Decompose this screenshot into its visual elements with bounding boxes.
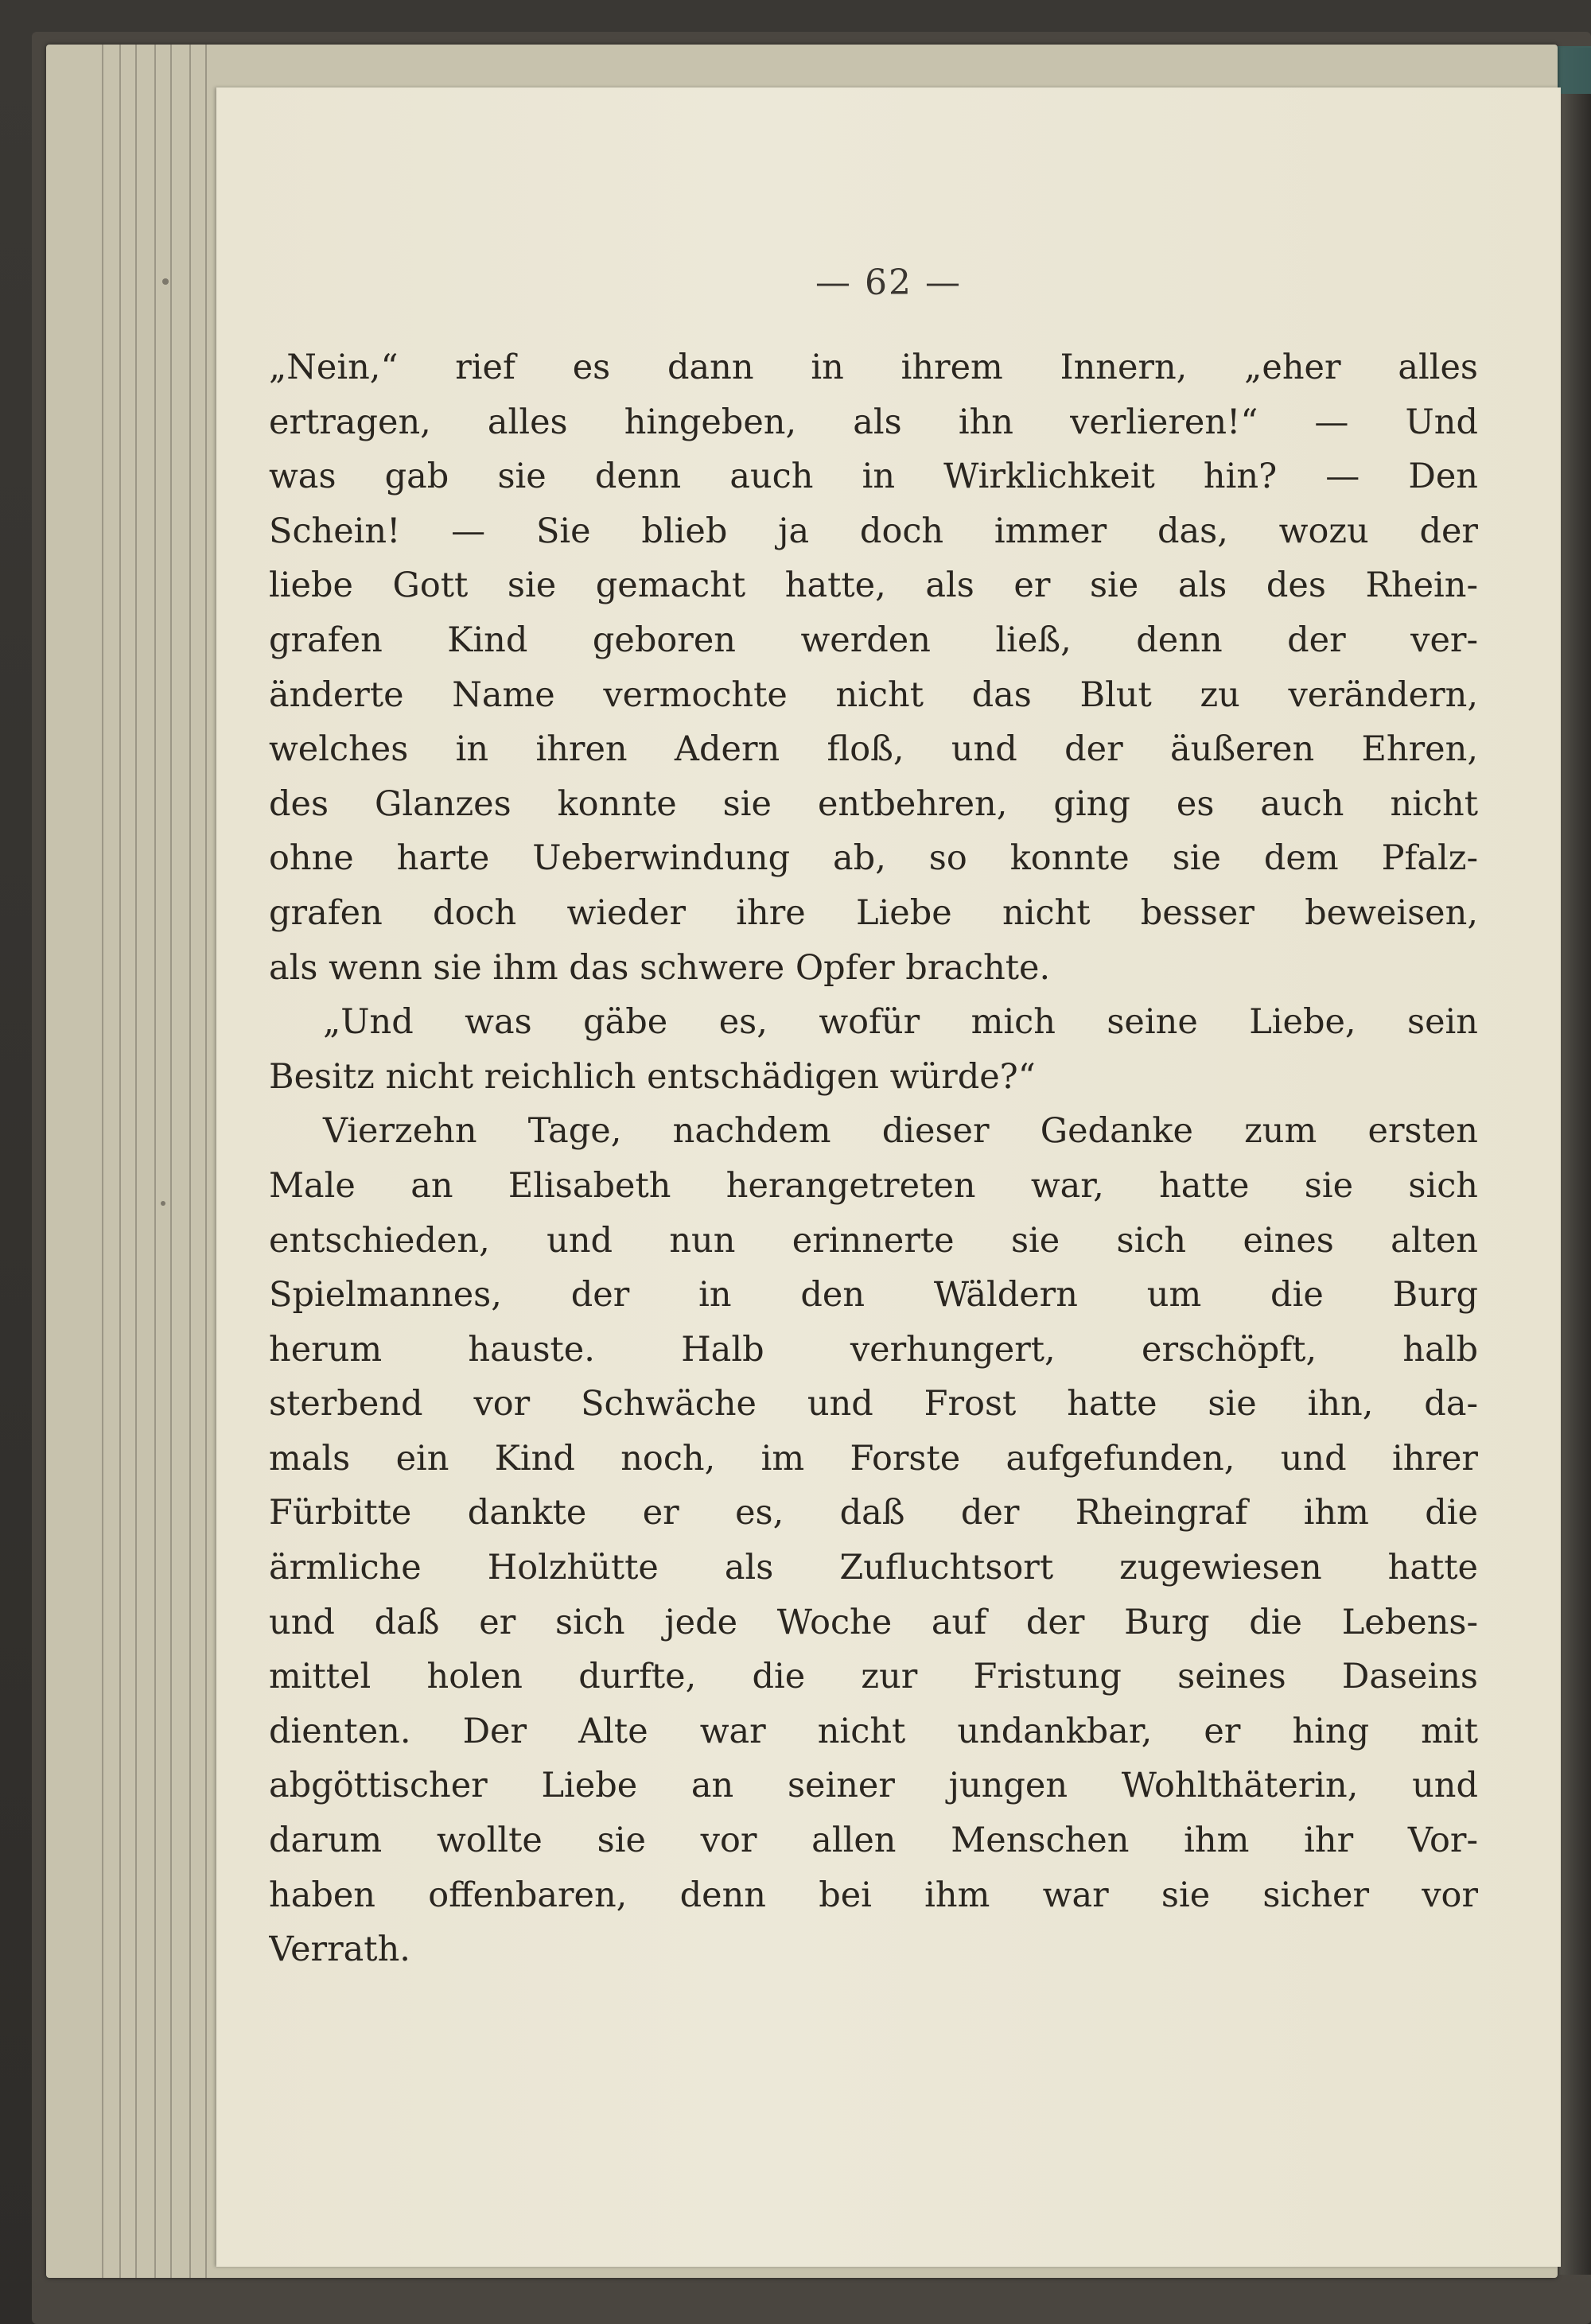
text-line: Spielmannes, der in den Wäldern um die Burg bbox=[269, 1275, 1478, 1316]
page-number: — 62 — bbox=[815, 262, 962, 303]
text-line: Besitz nicht reichlich entschädigen würde?“ bbox=[269, 1056, 1036, 1097]
text-line: „Nein,“ rief es dann in ihrem Innern, „eher alles bbox=[269, 348, 1478, 387]
text-line: Male an Elisabeth herangetreten war, hatte sie sich bbox=[269, 1165, 1478, 1206]
text-line: grafen Kind geboren werden ließ, denn der ver- bbox=[269, 620, 1478, 660]
text-line: mittel holen durfte, die zur Fristung seines Daseins bbox=[269, 1657, 1478, 1697]
page-edge bbox=[154, 45, 156, 2278]
text-line: ohne harte Ueberwindung ab, so konnte sie dem Pfalz- bbox=[269, 838, 1478, 879]
page-edge bbox=[170, 45, 172, 2278]
text-line: liebe Gott sie gemacht hatte, als er sie als des Rhein- bbox=[269, 565, 1478, 606]
text-line: des Glanzes konnte sie entbehren, ging es auch nicht bbox=[269, 783, 1478, 824]
text-line: grafen doch wieder ihre Liebe nicht besser beweisen, bbox=[269, 892, 1478, 933]
text-line: abgöttischer Liebe an seiner jungen Wohlthäterin, und bbox=[269, 1766, 1478, 1806]
text-line: änderte Name vermochte nicht das Blut zu verändern, bbox=[269, 674, 1478, 715]
page-edge bbox=[189, 45, 191, 2278]
text-line: Vierzehn Tage, nachdem dieser Gedanke zum ersten bbox=[323, 1111, 1478, 1152]
text-line: darum wollte sie vor allen Menschen ihm ihr Vor- bbox=[269, 1821, 1478, 1861]
text-line: Fürbitte dankte er es, daß der Rheingraf ihm die bbox=[269, 1493, 1478, 1533]
body-text bbox=[269, 340, 1478, 1977]
stray-mark bbox=[162, 278, 169, 285]
page-edge bbox=[135, 45, 137, 2278]
stray-mark bbox=[161, 1201, 165, 1206]
text-line: herum hauste. Halb verhungert, erschöpft, halb bbox=[269, 1329, 1478, 1370]
text-line: Verrath. bbox=[269, 1930, 410, 1970]
page-edge bbox=[205, 45, 207, 2278]
text-line: was gab sie denn auch in Wirklichkeit hin? — Den bbox=[269, 457, 1478, 497]
text-line: entschieden, und nun erinnerte sie sich eines alten bbox=[269, 1220, 1478, 1261]
book-spine bbox=[1559, 48, 1591, 2275]
text-line: mals ein Kind noch, im Forste aufgefunden, und ihrer bbox=[269, 1438, 1478, 1479]
text-line: sterbend vor Schwäche und Frost hatte sie ihn, da- bbox=[269, 1384, 1478, 1424]
text-line: als wenn sie ihm das schwere Opfer brachte. bbox=[269, 947, 1051, 988]
page-edge bbox=[119, 45, 121, 2278]
text-line: „Und was gäbe es, wofür mich seine Liebe, sein bbox=[323, 1002, 1478, 1043]
text-line: dienten. Der Alte war nicht undankbar, er hing mit bbox=[269, 1711, 1478, 1751]
text-line: ärmliche Holzhütte als Zufluchtsort zugewiesen hatte bbox=[269, 1548, 1478, 1588]
text-line: welches in ihren Adern floß, und der äußeren Ehren, bbox=[269, 729, 1478, 770]
text-line: haben offenbaren, denn bei ihm war sie sicher vor bbox=[269, 1875, 1478, 1915]
page-edge bbox=[102, 45, 103, 2278]
text-line: und daß er sich jede Woche auf der Burg die Lebens- bbox=[269, 1602, 1478, 1642]
text-line: ertragen, alles hingeben, als ihn verlieren!“ — Und bbox=[269, 402, 1478, 442]
text-line: Schein! — Sie blieb ja doch immer das, wozu der bbox=[269, 511, 1478, 551]
